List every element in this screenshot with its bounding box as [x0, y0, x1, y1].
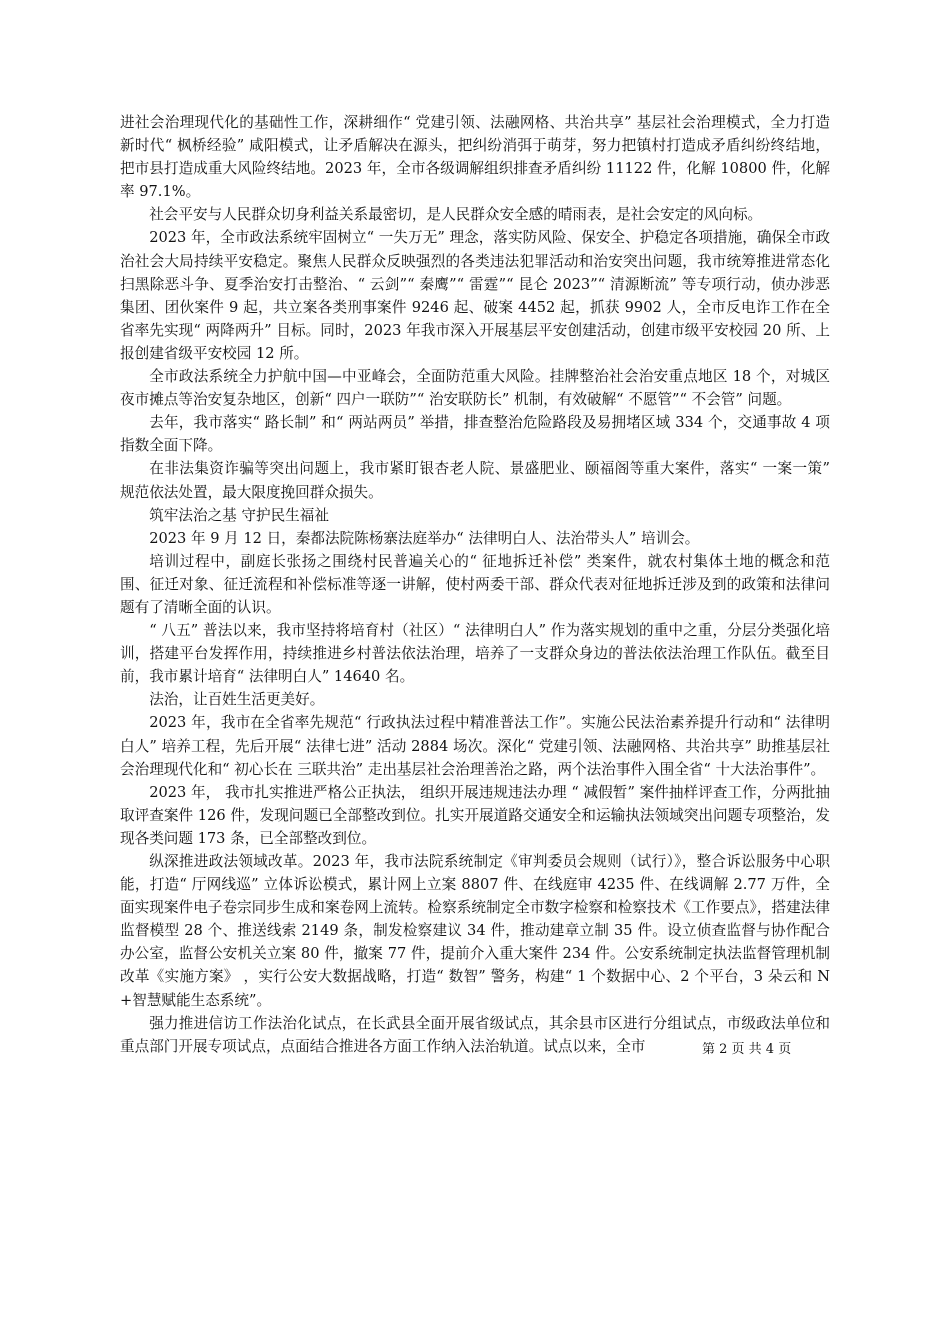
paragraph-14: 纵深推进政法领域改革。2023 年，我市法院系统制定《审判委员会规则（试行）》，整合诉讼服务中心职能，打造“ 厅网线巡” 立体诉讼模式，累计网上立案 8807 件、在线庭审 4235 件、在线调解 2.77 万件，全面实现案件电子卷宗同步生成和案卷网上流转。检察系统制定全市数字检察和检察技术《工作要点》，搭建法律监督模型 28 个、推送线索 2149 条，制发检察建议 34 件，推动建章立制 35 件。设立侦查监督与协作配合办公室，监督公安机关立案 80 件，撤案 77 件，提前介入重大案件 234 件。公安系统制定执法监督管理机制改革《实施方案》 ，实行公安大数据战略，打造“ 数智” 警务，构建“ 1 个数据中心、2 个平台，3 朵云和 N+智慧赋能生态系统”。 — [120, 853, 830, 1009]
paragraph-2: 社会平安与人民群众切身利益关系最密切，是人民群众安全感的晴雨表，是社会安定的风向标。 — [149, 206, 763, 224]
paragraph-8: 2023 年 9 月 12 日，秦都法院陈杨寨法庭举办“ 法律明白人、法治带头人” 培训会。 — [149, 529, 700, 547]
paragraph-1: 进社会治理现代化的基础性工作，深耕细作“ 党建引领、法融网格、共治共享” 基层社会治理模式，全力打造新时代“ 枫桥经验” 咸阳模式，让矛盾解决在源头，把纠纷消弭于萌芽，努力把镇村打造成矛盾纠纷终结地，把市县打造成重大风险终结地。2023 年，全市各级调解组织排查矛盾纠纷 11122 件，化解 10800 件，化解率 97.1%。 — [120, 114, 830, 201]
paragraph-15: 强力推进信访工作法治化试点，在长武县全面开展省级试点，其余县市区进行分组试点，市级政法单位和重点部门开展专项试点，点面结合推进各方面工作纳入法治轨道。试点以来，全市 — [120, 1014, 830, 1055]
paragraph-12: 2023 年，我市在全省率先规范“ 行政执法过程中精准普法工作”。实施公民法治素养提升行动和“ 法律明白人” 培养工程，先后开展“ 法律七进” 活动 2884 场次。深化“ 党建引领、法融网格、共治共享” 助推基层社会治理现代化和“ 初心长在 三联共治” 走出基层社会治理善治之路，两个法治事件入围全省“ 十大法治事件”。 — [120, 714, 830, 778]
page-number-footer: 第 2 页 共 4 页 — [702, 1042, 792, 1057]
paragraph-3: 2023 年，全市政法系统牢固树立“ 一失万无” 理念，落实防风险、保安全、护稳定各项措施，确保全市政治社会大局持续平安稳定。聚焦人民群众反映强烈的各类违法犯罪活动和治安突出问题，我市统筹推进常态化扫黑除恶斗争、夏季治安打击整治、“ 云剑”“ 秦鹰”“ 雷霆”“ 昆仑 2023”“ 清源断流” 等专项行动，侦办涉恶集团、团伙案件 9 起，共立案各类刑事案件 9246 起、破案 4452 起，抓获 9902 人，全市反电诈工作在全省率先实现“ 两降两升” 目标。同时，2023 年我市深入开展基层平安创建活动，创建市级平安校园 20 所、上报创建省级平安校园 12 所。 — [120, 229, 830, 362]
paragraph-10: “ 八五” 普法以来，我市坚持将培育村（社区）“ 法律明白人” 作为落实规划的重中之重，分层分类强化培训，搭建平台发挥作用，持续推进乡村普法依法治理，培养了一支群众身边的普法依法治理工作队伍。截至目前，我市累计培育“ 法律明白人” 14640 名。 — [120, 622, 830, 686]
paragraph-5: 去年，我市落实“ 路长制” 和“ 两站两员” 举措，排查整治危险路段及易拥堵区域 334 个，交通事故 4 项指数全面下降。 — [120, 414, 830, 455]
section-heading: 筑牢法治之基 守护民生福祉 — [149, 506, 329, 524]
body-text — [120, 111, 830, 1058]
paragraph-4: 全市政法系统全力护航中国—中亚峰会，全面防范重大风险。挂牌整治社会治安重点地区 18 个，对城区夜市摊点等治安复杂地区，创新“ 四户一联防”“ 治安联防长” 机制，有效破解“ 不愿管”“ 不会管” 问题。 — [120, 368, 830, 409]
paragraph-11: 法治，让百姓生活更美好。 — [149, 691, 325, 709]
paragraph-13: 2023 年， 我市扎实推进严格公正执法， 组织开展违规违法办理 “ 减假暂” 案件抽样评查工作，分两批抽取评查案件 126 件，发现问题已全部整改到位。扎实开展道路交通安全和运输执法领域突出问题专项整治，发现各类问题 173 条，已全部整改到位。 — [120, 783, 830, 847]
paragraph-9: 培训过程中，副庭长张扬之围绕村民普遍关心的“ 征地拆迁补偿” 类案件，就农村集体土地的概念和范围、征迁对象、征迁流程和补偿标准等逐一讲解，使村两委干部、群众代表对征地拆迁涉及到的政策和法律问题有了清晰全面的认识。 — [120, 552, 830, 616]
paragraph-6: 在非法集资诈骗等突出问题上，我市紧盯银杏老人院、景盛肥业、颐福阁等重大案件，落实“ 一案一策” 规范依法处置，最大限度挽回群众损失。 — [120, 460, 830, 501]
